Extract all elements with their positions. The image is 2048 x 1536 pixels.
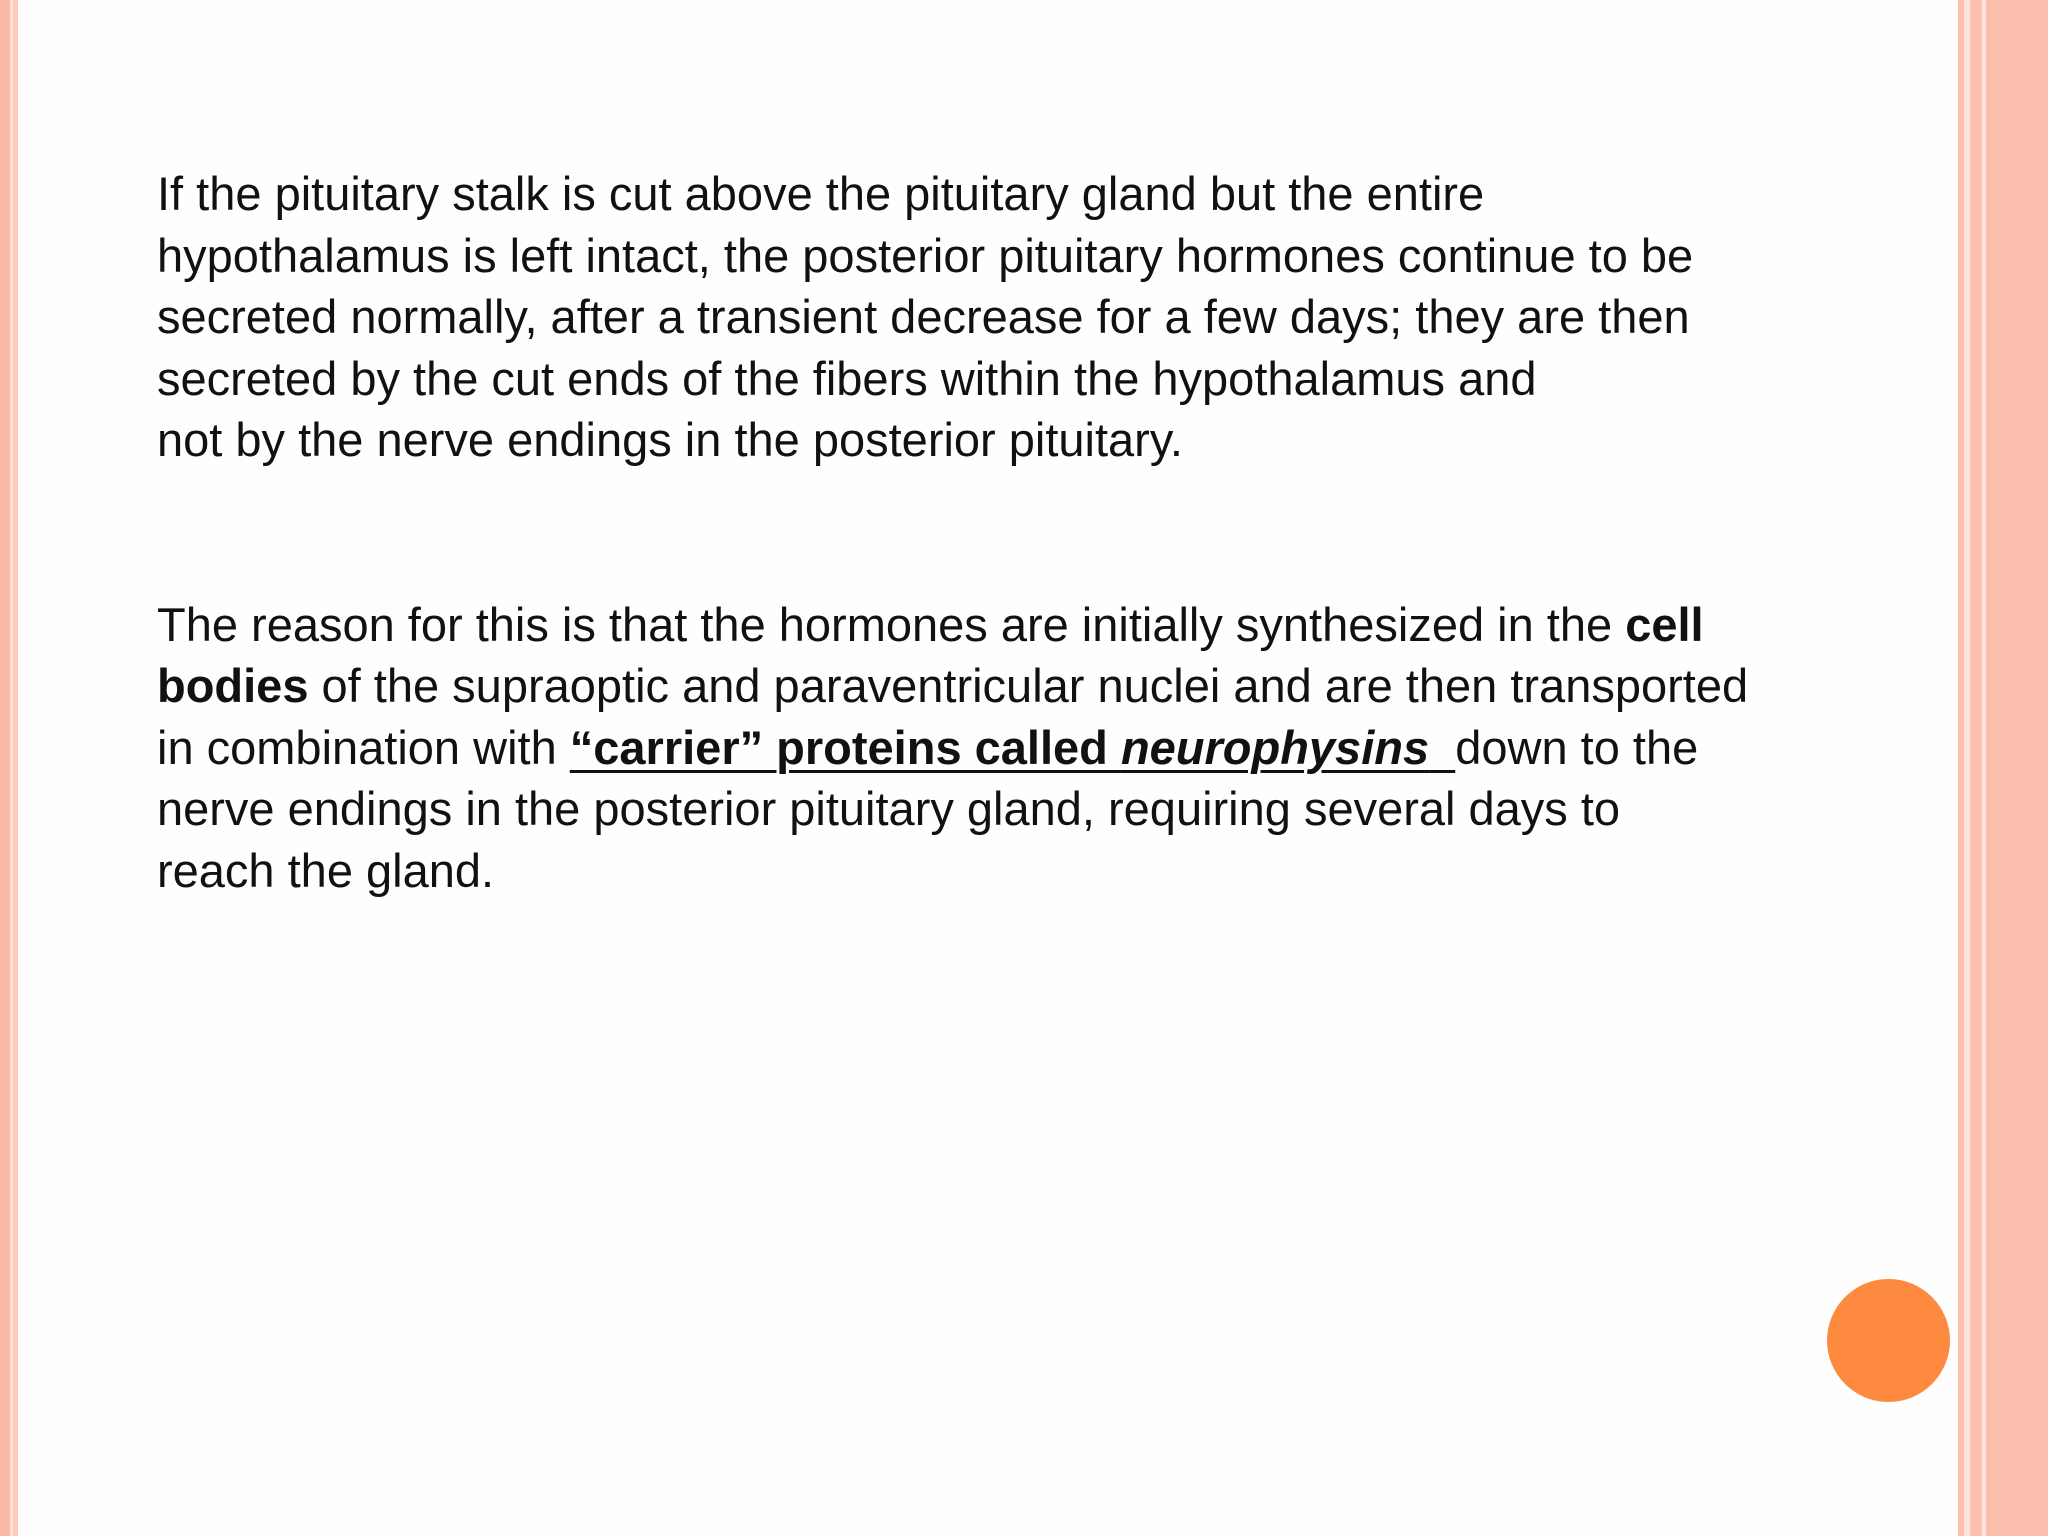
carrier-proteins-emphasis — [570, 721, 1455, 774]
paragraph-stalk-cut — [157, 163, 1917, 471]
paragraph-line — [157, 717, 1917, 779]
paragraph-line — [157, 655, 1917, 717]
paragraph-line: If the pituitary stalk is cut above the pituitary gland but the entire — [157, 167, 1485, 220]
text-run: in combination with — [157, 720, 570, 774]
paragraph-line: secreted normally, after a transient decrease for a few days; they are then — [157, 290, 1690, 343]
text-run: The reason for this is that the hormones are initially synthesized in the — [157, 597, 1626, 651]
orange-circle-decoration — [1827, 1279, 1950, 1402]
text-run: of the supraoptic and paraventricular nuclei and are then transported — [308, 659, 1749, 712]
left-border-stripe — [0, 0, 10, 1536]
bold-term: cell — [1625, 597, 1704, 651]
paragraph-reason — [157, 594, 1917, 902]
paragraph-line: secreted by the cut ends of the fibers within the hypothalamus and — [157, 351, 1537, 405]
right-border-stripe — [1970, 0, 1982, 1536]
left-border-stripe — [13, 0, 18, 1536]
paragraph-line: reach the gland. — [157, 843, 495, 897]
neurophysins-term: neurophysins — [1120, 720, 1430, 774]
text-run: down to the — [1455, 720, 1699, 774]
paragraph-line: not by the nerve endings in the posterior pituitary. — [157, 413, 1183, 466]
paragraph-line: hypothalamus is left intact, the posterior pituitary hormones continue to be — [157, 228, 1694, 282]
paragraph-line — [157, 594, 1917, 656]
slide-body — [157, 163, 1917, 901]
text-run: “carrier” proteins called — [569, 720, 1121, 774]
right-border-stripe — [1986, 0, 2048, 1536]
paragraph-line: nerve endings in the posterior pituitary gland, requiring several days to — [157, 782, 1621, 835]
bold-term: bodies — [157, 659, 309, 712]
